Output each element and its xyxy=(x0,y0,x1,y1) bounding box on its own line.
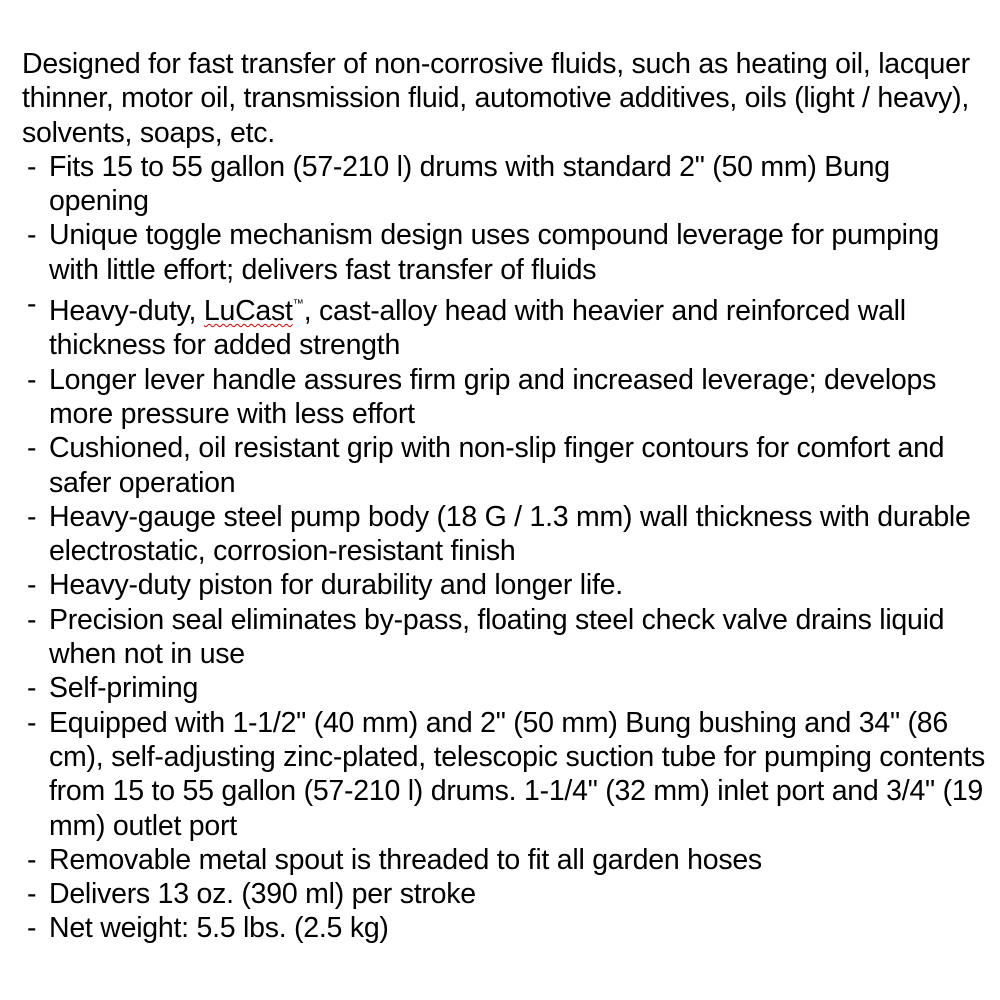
feature-text: Equipped with 1-1/2" (40 mm) and 2" (50 mm) Bung bushing and 34" (86 cm), self-adjusting zinc-plated, telescopic suction tube for pumping contents from 15 to 55 gallon (57-210 l) drums. 1-1/4" (32 mm) inlet port and 3/4" (19 mm) outlet port xyxy=(49,706,985,842)
list-dash: - xyxy=(27,843,37,876)
list-dash: - xyxy=(27,219,37,252)
list-dash: - xyxy=(27,706,37,739)
feature-item xyxy=(22,843,987,877)
feature-item xyxy=(22,500,987,569)
list-dash: - xyxy=(27,672,37,705)
feature-item xyxy=(22,706,987,843)
feature-text-after: , cast-alloy head with heavier and reinforced wall thickness for added strength xyxy=(49,295,906,362)
feature-item xyxy=(22,287,987,363)
list-dash: - xyxy=(27,150,37,183)
list-dash: - xyxy=(27,878,37,911)
feature-text: Heavy-gauge steel pump body (18 G / 1.3 mm) wall thickness with durable electrostatic, corrosion-resistant finish xyxy=(49,500,971,568)
feature-text: Longer lever handle assures firm grip and increased leverage; develops more pressure with less effort xyxy=(49,363,937,430)
trademark-symbol: ™ xyxy=(292,298,304,311)
list-dash: - xyxy=(27,288,37,321)
feature-item xyxy=(22,431,987,500)
feature-text: Net weight: 5.5 lbs. (2.5 kg) xyxy=(49,912,389,945)
feature-item xyxy=(22,218,987,287)
feature-text: Delivers 13 oz. (390 ml) per stroke xyxy=(49,878,476,911)
feature-item xyxy=(22,568,987,602)
list-dash: - xyxy=(27,603,37,636)
list-dash: - xyxy=(27,912,37,945)
feature-text: Removable metal spout is threaded to fit all garden hoses xyxy=(49,843,762,876)
list-dash: - xyxy=(27,500,37,533)
brand-name-spellcheck: LuCast xyxy=(203,295,293,328)
feature-item xyxy=(22,603,987,672)
intro-paragraph: Designed for fast transfer of non-corrosive fluids, such as heating oil, lacquer thinner, motor oil, transmission fluid, automotive additives, oils (light / heavy), solvents, soaps, etc. xyxy=(22,48,970,149)
list-dash: - xyxy=(27,432,37,465)
feature-item xyxy=(22,877,987,911)
feature-text: Self-priming xyxy=(49,672,199,705)
feature-item xyxy=(22,150,987,219)
feature-text: Heavy-duty piston for durability and longer life. xyxy=(49,569,623,602)
feature-text-before: Heavy-duty, xyxy=(49,295,204,328)
feature-item xyxy=(22,363,987,432)
product-description xyxy=(22,47,987,946)
feature-text: Precision seal eliminates by-pass, floating steel check valve drains liquid when not in use xyxy=(49,603,945,671)
feature-text: Cushioned, oil resistant grip with non-slip finger contours for comfort and safer operation xyxy=(49,432,945,499)
list-dash: - xyxy=(27,363,37,396)
feature-text: Unique toggle mechanism design uses compound leverage for pumping with little effort; delivers fast transfer of fluids xyxy=(49,219,939,286)
feature-list xyxy=(22,150,987,946)
list-dash: - xyxy=(27,569,37,602)
feature-item xyxy=(22,911,987,945)
feature-item xyxy=(22,671,987,705)
feature-text: Fits 15 to 55 gallon (57-210 l) drums with standard 2" (50 mm) Bung opening xyxy=(49,150,890,218)
